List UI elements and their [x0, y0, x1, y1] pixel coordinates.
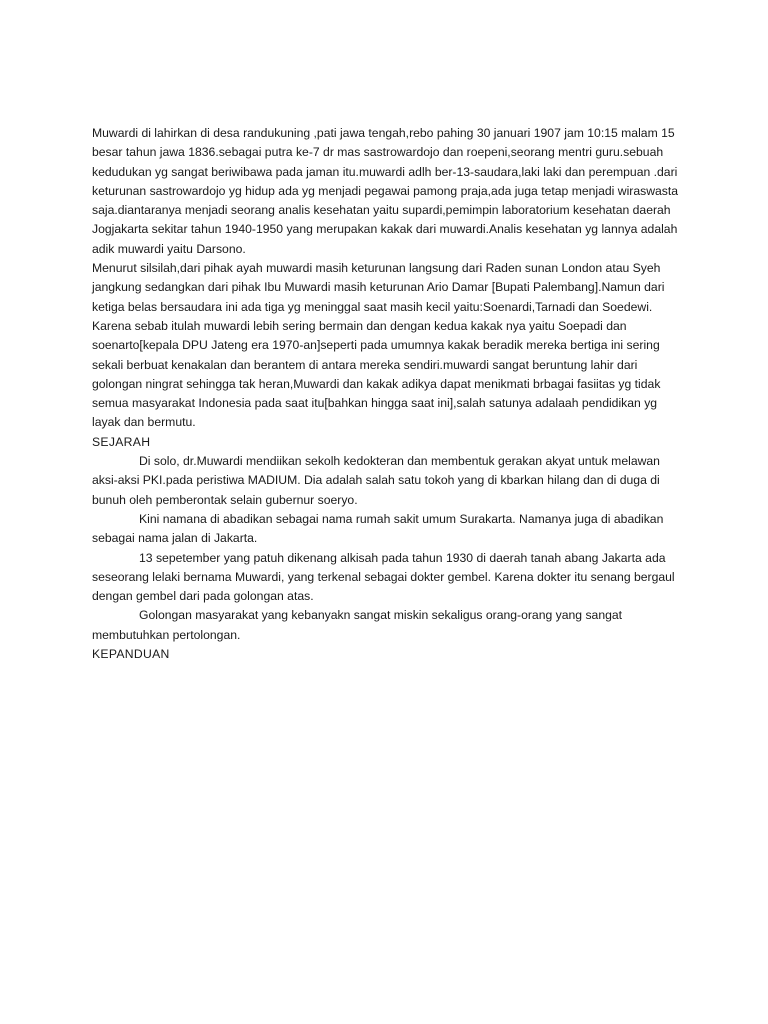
paragraph-biography: Muwardi di lahirkan di desa randukuning ,pati jawa tengah,rebo pahing 30 januari 1907 jam 10:15 malam 15 besar tahun jawa 1836.sebagai putra ke-7 dr mas sastrowardojo dan roepeni,seorang mentri guru.sebuah kedudukan yg sangat beriwibawa pada jaman itu.muwardi adlh ber-13-saudara,laki laki dan perempuan .dari keturunan sastrowardojo yg hidup ada yg menjadi pegawai pamong praja,ada juga tetap menjadi wiraswasta saja.diantaranya menjadi seorang analis kesehatan yaitu supardi,pemimpin laboratorium kesehatan daerah Jogjakarta sekitar tahun 1940-1950 yang merupakan kakak dari muwardi.Analis kesehatan yg lannya adalah adik muwardi yaitu Darsono.: [92, 126, 679, 256]
document-body: [92, 124, 680, 664]
paragraph-sejarah-1: Di solo, dr.Muwardi mendiikan sekolh kedokteran dan membentuk gerakan akyat untuk melawan aksi-aksi PKI.pada peristiwa MADIUM. Dia adalah salah satu tokoh yang di kbarkan hilang dan di duga di bunuh oleh pemberontak selain gubernur soeryo.: [92, 454, 660, 507]
section-heading-sejarah: SEJARAH: [92, 434, 151, 449]
paragraph-sejarah-4: Golongan masyarakat yang kebanyakn sangat miskin sekaligus orang-orang yang sangat membutuhkan pertolongan.: [92, 608, 623, 642]
paragraph-sejarah-3: 13 sepetember yang patuh dikenang alkisah pada tahun 1930 di daerah tanah abang Jakarta ada seseorang lelaki bernama Muwardi, yang terkenal sebagai dokter gembel. Karena dokter itu senang bergaul dengan gembel dari pada golongan atas.: [92, 550, 675, 604]
paragraph-sejarah-2: Kini namana di abadikan sebagai nama rumah sakit umum Surakarta. Namanya juga di abadikan sebagai nama jalan di Jakarta.: [92, 511, 664, 546]
section-heading-kepanduan: KEPANDUAN: [92, 647, 170, 662]
paragraph-lineage: Menurut silsilah,dari pihak ayah muwardi masih keturunan langsung dari Raden sunan London atau Syeh jangkung sedangkan dari pihak Ibu Muwardi masih keturunan Ario Damar [Bupati Palembang].Namun dari ketiga belas bersaudara ini ada tiga yg meninggal saat masih kecil yaitu:Soenardi,Tarnadi dan Soedewi. Karena sebab itulah muwardi lebih sering bermain dan dengan kedua kakak nya yaitu Soepadi dan soenarto[kepala DPU Jateng era 1970-an]seperti pada umumnya kakak beradik mereka bertiga ini sering sekali berbuat kenakalan dan berantem di antara mereka sendiri.muwardi sangat beruntung lahir dari golongan ningrat sehingga tak heran,Muwardi dan kakak adikya dapat menikmati brbagai fasiitas yg tidak semua masyarakat Indonesia pada saat itu[bahkan hingga saat ini],salah satunya adalaah pendidikan yg layak dan bermutu.: [92, 261, 665, 430]
